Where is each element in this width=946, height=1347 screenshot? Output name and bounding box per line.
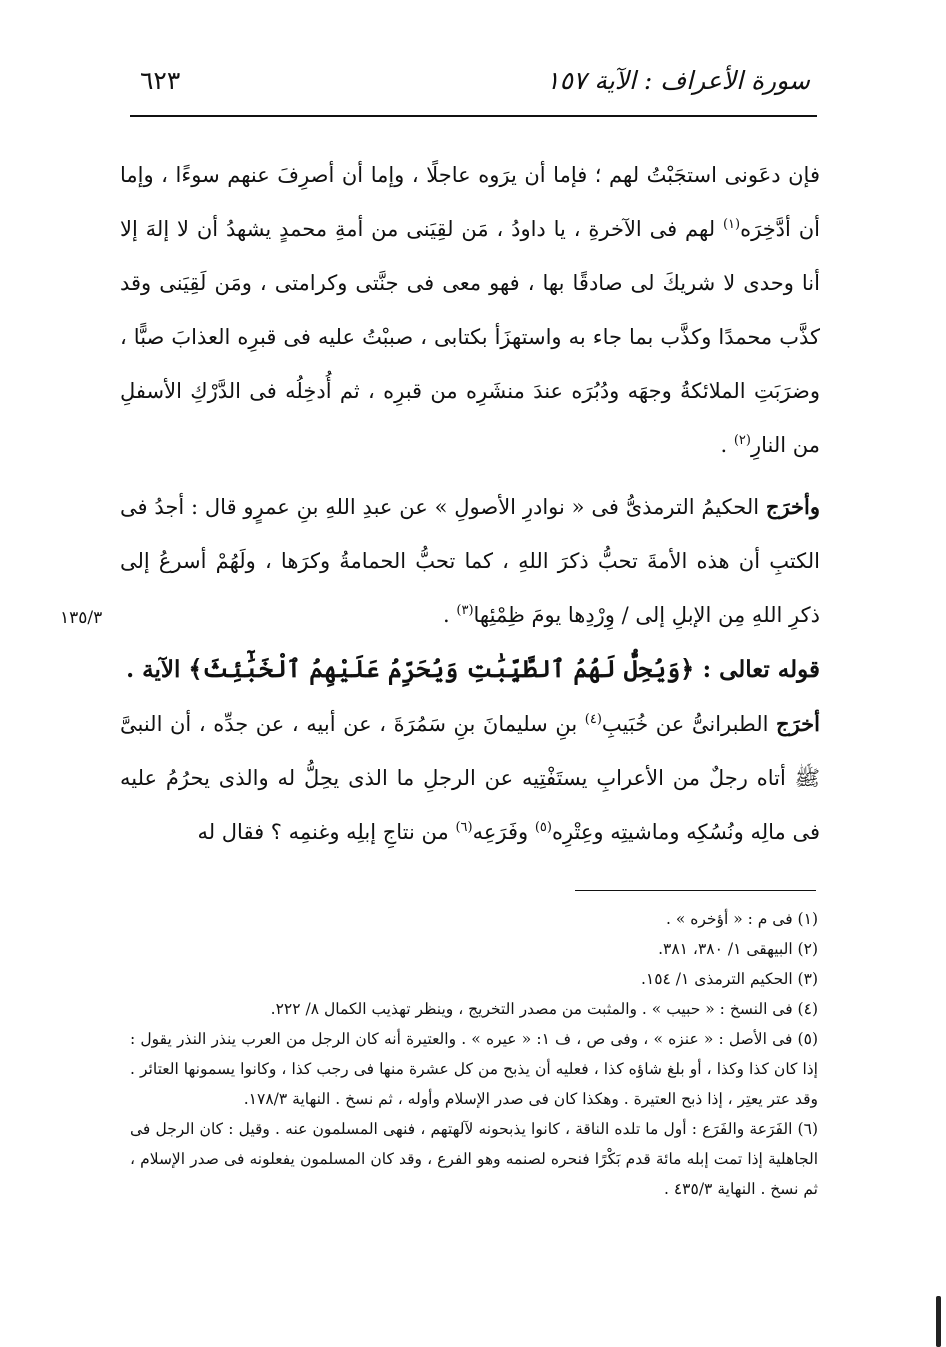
verse-heading: قوله تعالى :: [702, 656, 820, 683]
text-run: الحكيمُ الترمذىُّ فى « نوادرِ الأصولِ » عن عبدِ اللهِ بنِ عمرٍو قال : أجدُ فى الكتبِ أن هذه الأمةَ تحبُّ ذكرَ اللهِ ، كما تحبُّ الحمامةُ وكرَها ، ولَهُمْ أسرعُ إلى ذكرِ اللهِ مِن الإبلِ إلى / وِرْدِها يومَ ظِمْئِها: [120, 495, 820, 627]
page-number: ٦٢٣: [140, 66, 181, 95]
footnote-ref: (٣): [456, 603, 474, 618]
paragraph-3: [120, 642, 820, 697]
footnote: (٤) فى النسخ : « حبيب » . والمثبت من مصدر التخريج ، وينظر تهذيب الكمال ٨/ ٢٢٢.: [270, 1000, 818, 1018]
text-run: الآية .: [126, 656, 189, 683]
main-text: [120, 148, 820, 859]
text-run: من نتاجِ إبلِه وغنمِه ؟ فقال له: [197, 820, 456, 844]
text-run: .: [443, 603, 457, 627]
scan-edge-mark: [936, 1296, 941, 1347]
text-run: بنِ سليمانَ بنِ سَمُرَةَ ، عن أبيه ، عن جدِّه ، أن النبىَّ ﷺ أتاه رجلٌ من الأعرابِ يستَفْتِيه عن الرجلِ ما الذى يحِلُّ له والذى يحرُمُ عليه فى مالِه ونُسُكِه وماشيتِه وعِتْرِه: [120, 712, 820, 844]
footnotes: [130, 904, 818, 1204]
paragraph-lead: أخرَج: [776, 711, 820, 736]
header-divider: [130, 115, 817, 117]
text-run: وفَرَعِه: [472, 820, 535, 844]
footnote: (٢) البيهقى ١/ ٣٨٠، ٣٨١.: [658, 940, 818, 958]
header-title: سورة الأعراف : الآية ١٥٧: [546, 66, 810, 95]
footnote-divider: [575, 890, 816, 891]
text-run: فإن دعَونى استجَبْتُ لهم ؛ فإما أن يرَوه عاجلًا ، وإما أن أصرِفَ عنهم سوءًا ، وإما أن أدَّخِرَه: [120, 163, 820, 241]
text-run: .: [720, 433, 734, 457]
margin-reference: ١٣٥/٣: [60, 608, 103, 628]
footnote-ref: (١): [722, 217, 741, 232]
footnote: (٥) فى الأصل : « عنزه » ، وفى ص ، ف ١: « عيره » . والعتيرة أنه كان الرجل من العرب ينذر النذر يقول : إذا كان كذا وكذا ، أو بلغ شاؤه كذا ، فعليه أن يذبح من كل عشرة منها فى رجب كذا ، وكانوا يسمونها العتائر . وقد عتر يعتِر ، إذا ذبح العتيرة . وهكذا كان فى صدر الإسلام وأوله ، ثم نسخ . النهاية ١٧٨/٣.: [130, 1030, 818, 1108]
footnote-ref: (٥): [534, 820, 552, 835]
paragraph-lead: وأخرَج: [765, 494, 820, 519]
text-run: الطبرانىُّ عن خُبَيبِ: [601, 712, 777, 736]
quran-verse: ﴿وَيُحِلُّ لَهُمُ ٱلطَّيِّبَٰتِ وَيُحَرِّمُ عَلَيْهِمُ ٱلْخَبَٰٓئِثَ﴾: [188, 654, 703, 683]
paragraph-1: [120, 148, 820, 472]
footnote-ref: (٦): [455, 820, 473, 835]
paragraph-4: [120, 697, 820, 859]
footnote: (٣) الحكيم الترمذى ١/ ١٥٤.: [640, 970, 818, 988]
footnote: (١) فى م : « أؤخره » .: [665, 910, 818, 928]
paragraph-2: [120, 480, 820, 642]
footnote-ref: (٤): [584, 712, 602, 727]
text-run: لهم فى الآخرةِ ، يا داودُ ، مَن لقِيَنى من أمةِ محمدٍ يشهدُ أن لا إلهَ إلا أنا وحدى لا شريكَ لى صادقًا بها ، فهو معى فى جنَّتى وكرامتى ، ومَن لَقِيَنى وقد كذَّب محمدًا وكذَّب بما جاء به واستهزَأ بكتابى ، صببْتُ عليه فى قبرِه العذابَ صبًّا ، وضرَبَتِ الملائكةُ وجهَه ودُبُرَه عندَ منشَرِه من قبرِه ، ثم أُدخِلُه فى الدَّرْكِ الأسفلِ من النارِ: [120, 217, 820, 457]
footnote: (٦) الفَرَعة والفَرَع : أول ما تلده الناقة ، كانوا يذبحونه لآلهتهم ، فنهى المسلمون عنه . وقيل : كان الرجل فى الجاهلية إذا تمت إبله مائة قدم بَكْرًا فنحره لصنمه وهو الفرع ، وقد كان المسلمون يفعلونه فى صدر الإسلام ، ثم نسخ . النهاية ٤٣٥/٣ .: [130, 1120, 818, 1198]
running-header: [130, 64, 810, 110]
footnote-ref: (٢): [733, 433, 751, 448]
